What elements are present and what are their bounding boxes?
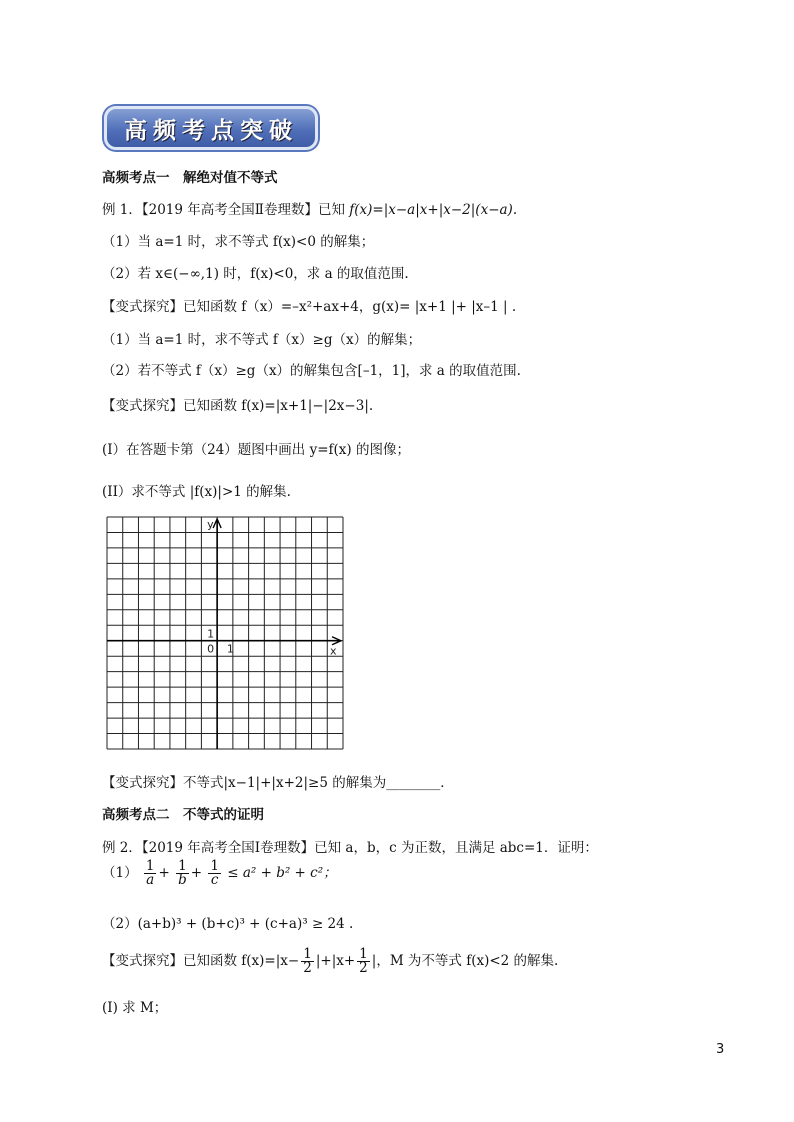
y-unit-label: 1 — [207, 627, 215, 641]
origin-label: 0 — [207, 642, 215, 656]
example2-question1-tail: ≤ a² + b² + c²； — [227, 865, 337, 881]
variant4-mid: |+|x+ — [315, 953, 356, 969]
fraction-denominator: 2 — [303, 960, 312, 976]
section2-title: 高频考点二 不等式的证明 — [102, 807, 264, 823]
fraction-numerator: 1 — [303, 946, 312, 962]
section-banner — [104, 106, 318, 150]
variant3: 【变式探究】不等式|x−1|+|x+2|≥5 的解集为________． — [102, 775, 454, 791]
example2-question1: （1） $\frac{1}{a}$ + $\frac{1}{b}$ + $\frac{1}{c}$ ≤ a² + b² + c²； — [102, 858, 337, 888]
variant2-question2: (II）求不等式 |f(x)|>1 的解集. — [102, 484, 291, 500]
x-axis-label: x — [330, 644, 337, 658]
fraction-one-half — [301, 948, 314, 975]
example1 — [102, 198, 517, 218]
variant1: 【变式探究】已知函数 f（x）=–x²+ax+4，g(x)= |x+1 |+ |x–1 | . — [102, 299, 517, 315]
example1-question2: （2）若 x∈(−∞,1) 时，f(x)<0，求 a 的取值范围. — [102, 266, 409, 282]
fraction-denominator: b — [178, 872, 187, 888]
variant1-question1: （1）当 a=1 时，求不等式 f（x）≥g（x）的解集； — [102, 332, 422, 348]
variant4-lead: 【变式探究】已知函数 f(x)=|x− — [102, 953, 300, 969]
y-axis-label: y — [207, 518, 214, 531]
fraction-1-over-b — [176, 860, 189, 887]
banner-text: 高频考点突破 — [124, 118, 298, 144]
fraction-denominator: 2 — [359, 960, 368, 976]
fraction-numerator: 1 — [359, 946, 368, 962]
variant1-question2: （2）若不等式 f（x）≥g（x）的解集包含[–1，1]，求 a 的取值范围. — [102, 363, 521, 379]
variant2: 【变式探究】已知函数 f(x)=|x+1|−|2x−3|. — [102, 398, 374, 414]
example2-question2: （2）(a+b)³ + (b+c)³ + (c+a)³ ≥ 24 . — [102, 916, 354, 932]
variant4 — [102, 948, 558, 975]
example1-lead: 例 1．【2019 年高考全国Ⅱ卷理数】已知 — [102, 202, 350, 218]
example1-formula: f(x)=|x−a|x+|x−2|(x−a). — [349, 202, 518, 218]
example2: 例 2．【2019 年高考全国Ⅰ卷理数】已知 a，b，c 为正数，且满足 abc=1．证明： — [102, 840, 598, 856]
example2-question1-prefix: （1） — [102, 865, 138, 881]
fraction-denominator: c — [210, 872, 219, 888]
fraction-denominator: a — [146, 872, 155, 888]
fraction-1-over-a — [144, 860, 157, 887]
x-unit-label: 1 — [226, 642, 234, 656]
variant4-tail: |，M 为不等式 f(x)<2 的解集. — [371, 953, 559, 969]
example1-question1: （1）当 a=1 时，求不等式 f(x)<0 的解集； — [102, 234, 375, 250]
answer-grid — [106, 516, 344, 750]
fraction-1-over-c — [208, 860, 221, 887]
fraction-one-half — [357, 948, 370, 975]
variant2-question1: (I）在答题卡第（24）题图中画出 y=f(x) 的图像； — [102, 442, 410, 458]
fraction-numerator: 1 — [176, 860, 189, 874]
fraction-numerator: 1 — [145, 858, 155, 874]
page-number: 3 — [716, 1042, 725, 1057]
section1-title: 高频考点一 解绝对值不等式 — [102, 170, 278, 186]
fraction-numerator: 1 — [210, 858, 219, 874]
variant4-question1: (Ⅰ) 求 M； — [102, 1000, 168, 1016]
